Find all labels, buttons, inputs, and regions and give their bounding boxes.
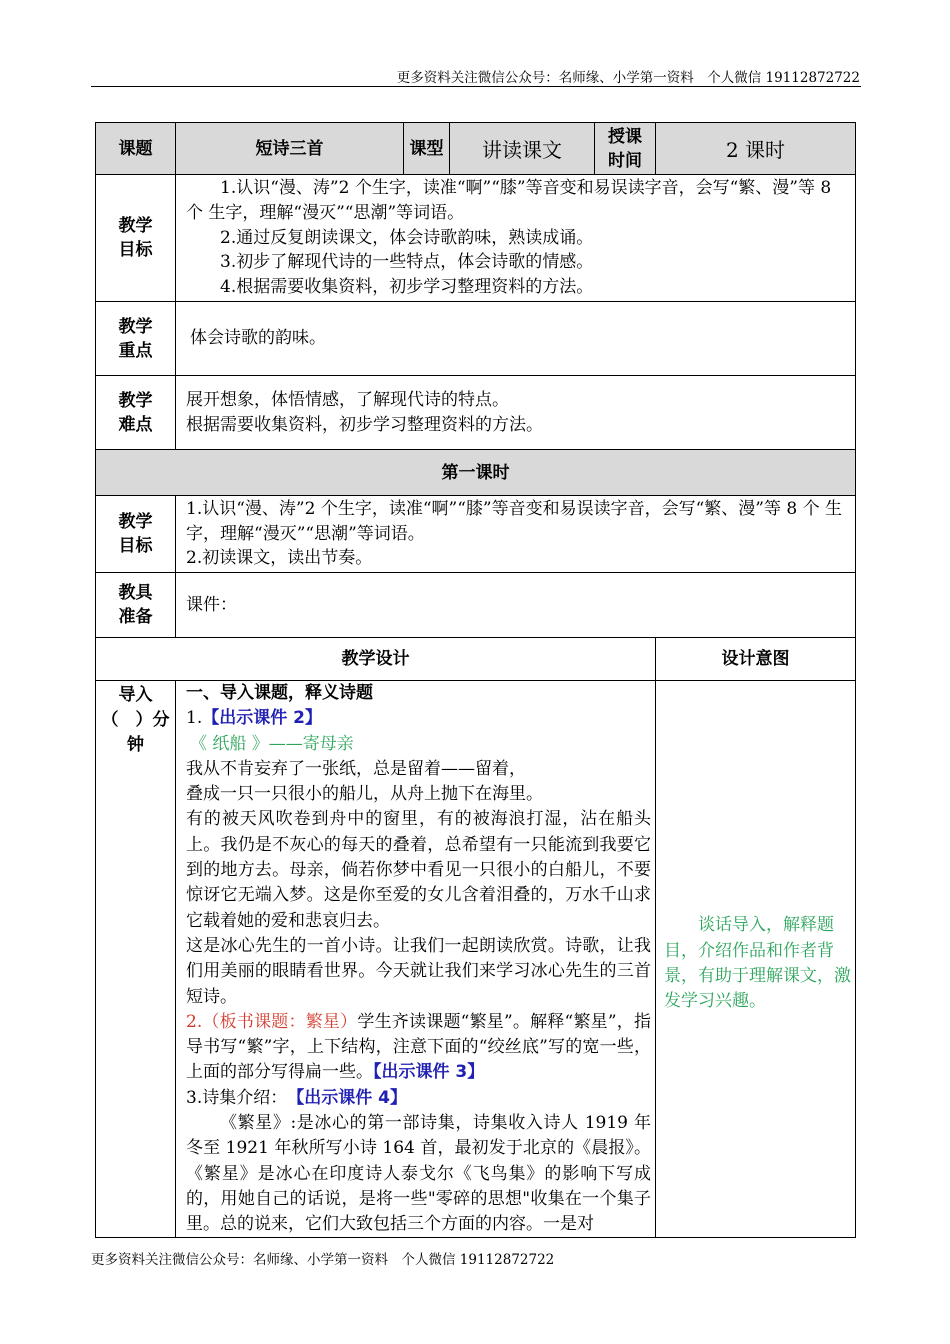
lesson1-goals-label: 教学 目标 <box>96 496 176 573</box>
goals-label: 教学 目标 <box>96 175 176 302</box>
key-points-row <box>96 302 856 376</box>
poem-title: 《 纸船 》——寄母亲 <box>190 733 354 754</box>
lesson-plan-table <box>95 122 856 1238</box>
difficulties-row <box>96 376 856 450</box>
intro-design-content <box>176 681 656 1238</box>
type-value: 讲读课文 <box>450 123 595 175</box>
lesson1-goal-item: 2.初读课文，读出节奏。 <box>186 548 373 569</box>
lesson1-goals-content <box>176 496 856 573</box>
intro-label: 导入 （ ）分 钟 <box>96 681 176 1238</box>
tools-row <box>96 573 856 638</box>
intro-item-3: 3.诗集介绍： 【出示课件 4】 <box>186 1087 407 1108</box>
lesson1-goal-item: 1.认识“漫、涛”2 个生字，读准“啊”“膝”等音变和易误读字音，会写“繁、漫”等 8 个 生字，理解“漫灭”“思潮”等词语。 <box>186 498 842 544</box>
footer-note: 更多资料关注微信公众号：名师缘、小学第一资料 个人微信 19112872722 <box>91 1252 555 1268</box>
intro-item-1: 1.【出示课件 2】 <box>186 708 322 729</box>
type-label: 课型 <box>404 123 450 175</box>
key-points-label: 教学 重点 <box>96 302 176 376</box>
poem-line: 我从不肯妄弃了一张纸，总是留着——留着， <box>186 758 526 779</box>
intro-paragraph: 这是冰心先生的一首小诗。让我们一起朗读欣赏。诗歌，让我们用美丽的眼睛看世界。今天就让我们来学习冰心先生的三首短诗。 <box>186 935 651 1007</box>
design-header-row <box>96 638 856 681</box>
lesson1-title: 第一课时 <box>96 450 856 496</box>
difficulty-line: 根据需要收集资料，初步学习整理资料的方法。 <box>186 414 543 435</box>
difficulties-label: 教学 难点 <box>96 376 176 450</box>
tools-label: 教具 准备 <box>96 573 176 638</box>
poem-line: 叠成一只一只很小的船儿，从舟上抛下在海里。 <box>186 784 543 805</box>
intro-intent: 谈话导入，解释题目，介绍作品和作者背景，有助于理解课文，激发学习兴趣。 <box>656 681 856 1238</box>
difficulty-line: 展开想象，体悟情感，了解现代诗的特点。 <box>186 389 509 410</box>
intro-row <box>96 681 856 1238</box>
lesson1-goals-row <box>96 496 856 573</box>
header-note: 更多资料关注微信公众号：名师缘、小学第一资料 个人微信 19112872722 <box>396 70 860 86</box>
design-header: 教学设计 <box>96 638 656 681</box>
time-value: 2 课时 <box>656 123 856 175</box>
lesson1-title-row <box>96 450 856 496</box>
goal-item: 2.通过反复朗读课文，体会诗歌韵味，熟读成诵。 <box>220 227 594 248</box>
intro-heading: 一、导入课题，释义诗题 <box>186 683 373 703</box>
info-row <box>96 123 856 175</box>
poem-paragraph: 有的被天风吹卷到舟中的窗里，有的被海浪打湿，沾在船头上。我仍是不灰心的每天的叠着，总希望有一只能流到我要它到的地方去。母亲，倘若你梦中看见一只很小的白船儿，不要惊讶它无端入梦。这是你至爱的女儿含着泪叠的，万水千山求它载着她的爱和悲哀归去。 <box>186 809 651 931</box>
tools-text: 课件： <box>176 573 856 638</box>
goals-row <box>96 175 856 302</box>
courseware-tag: 【出示课件 3】 <box>373 1062 485 1083</box>
board-title: 2.（板书课题：繁星） <box>186 1011 358 1032</box>
collection-paragraph: 《繁星》:是冰心的第一部诗集，诗集收入诗人 1919 年冬至 1921 年秋所写小诗 164 首，最初发于北京的《晨报》。《繁星》是冰心在印度诗人泰戈尔《飞鸟集》的影响下写成的，用她自己的话说，是将一些"零碎的思想"收集在一个集子里。总的说来，它们大致包括三个方面的内容。一是对 <box>186 1113 651 1235</box>
goal-item: 4.根据需要收集资料，初步学习整理资料的方法。 <box>220 277 594 298</box>
intro-item-2: 2.（板书课题：繁星）学生齐读课题“繁星”。解释“繁星”，指导书写“繁”字，上下结构，注意下面的“绞丝底”写的宽一些，上面的部分写得扁一些。【出示课件 3】 <box>186 1011 651 1083</box>
time-label: 授课 时间 <box>595 123 656 175</box>
goals-content <box>176 175 856 302</box>
key-points-text: 体会诗歌的韵味。 <box>176 302 856 376</box>
difficulties-content <box>176 376 856 450</box>
topic-label: 课题 <box>96 123 176 175</box>
goal-item: 3.初步了解现代诗的一些特点，体会诗歌的情感。 <box>220 252 594 273</box>
courseware-tag: 【出示课件 4】 <box>295 1087 407 1108</box>
courseware-tag: 【出示课件 2】 <box>202 708 322 729</box>
header-divider <box>91 86 861 87</box>
topic-value: 短诗三首 <box>176 123 404 175</box>
intent-header: 设计意图 <box>656 638 856 681</box>
goal-item: 1.认识“漫、涛”2 个生字，读准“啊”“膝”等音变和易误读字音，会写“繁、漫”等 8 个 生字，理解“漫灭”“思潮”等词语。 <box>186 178 832 223</box>
